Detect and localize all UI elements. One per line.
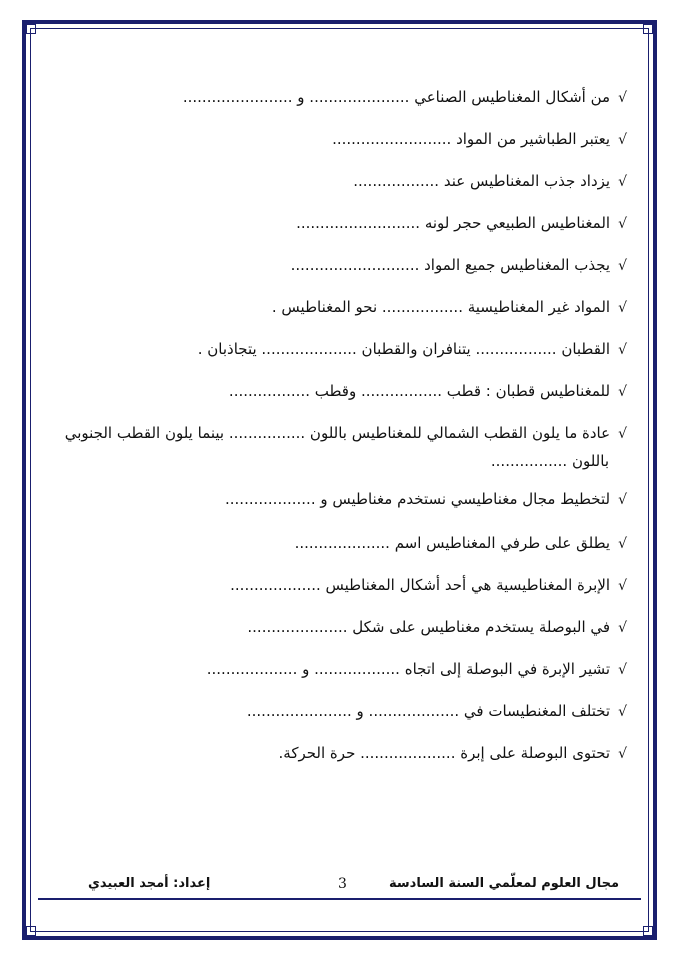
question-line: [296, 212, 627, 235]
border-corner: [643, 926, 653, 936]
question-line: [353, 170, 627, 193]
question-text: عادة ما يلون القطب الشمالي للمغناطيس باللون ................ بينما يلون القطب الجنوبي: [64, 424, 611, 442]
question-text: تختلف المغنطيسات في ................... و ......................: [246, 702, 611, 720]
question-text: القطبان ................. يتنافران والقطبان .................... يتجاذبان .: [197, 340, 611, 358]
question-text: تحتوى البوصلة على إبرة .................... حرة الحركة.: [278, 744, 611, 762]
check-mark-icon: √: [618, 174, 627, 190]
footer-divider: [38, 898, 641, 900]
check-mark-icon: √: [618, 216, 627, 232]
question-line: [198, 338, 627, 361]
question-line: [247, 700, 627, 723]
question-line: [230, 574, 627, 597]
question-text: من أشكال المغناطيس الصناعي ..................... و .......................: [182, 88, 611, 106]
border-corner: [643, 24, 653, 34]
question-text: يجذب المغناطيس جميع المواد ...........................: [290, 256, 611, 274]
check-mark-icon: √: [618, 342, 627, 358]
footer-author: إعداد: أمجد العبيدي: [88, 876, 211, 891]
page-number: 3: [338, 876, 347, 892]
check-mark-icon: √: [618, 132, 627, 148]
check-mark-icon: √: [618, 578, 627, 594]
question-line: [225, 488, 627, 511]
question-text: لتخطيط مجال مغناطيسي نستخدم مغناطيس و ...................: [225, 490, 611, 508]
question-text: يعتبر الطباشير من المواد .........................: [332, 130, 611, 148]
question-continuation: باللون ................: [490, 452, 609, 470]
check-mark-icon: √: [618, 258, 627, 274]
question-line: [295, 532, 627, 555]
check-mark-icon: √: [618, 746, 627, 762]
border-corner: [26, 926, 36, 936]
check-mark-icon: √: [618, 426, 627, 442]
question-line: [279, 742, 627, 765]
question-line: [272, 296, 627, 319]
question-line: [183, 86, 627, 109]
check-mark-icon: √: [618, 300, 627, 316]
question-line: [332, 128, 627, 151]
question-line: [207, 658, 627, 681]
page-border-inner: [30, 28, 649, 932]
question-line: [291, 254, 627, 277]
check-mark-icon: √: [618, 90, 627, 106]
question-text: يطلق على طرفي المغناطيس اسم ....................: [294, 534, 611, 552]
border-corner: [26, 24, 36, 34]
check-mark-icon: √: [618, 492, 627, 508]
check-mark-icon: √: [618, 536, 627, 552]
question-line: [247, 616, 627, 639]
question-text: الإبرة المغناطيسية هي أحد أشكال المغناطيس ...................: [230, 576, 611, 594]
question-text: المواد غير المغناطيسية ................. نحو المغناطيس .: [271, 298, 611, 316]
check-mark-icon: √: [618, 384, 627, 400]
question-line: [229, 380, 627, 403]
check-mark-icon: √: [618, 704, 627, 720]
check-mark-icon: √: [618, 662, 627, 678]
question-text: للمغناطيس قطبان : قطب ................. وقطب .................: [228, 382, 611, 400]
question-text: تشير الإبرة في البوصلة إلى اتجاه .................. و ...................: [206, 660, 611, 678]
check-mark-icon: √: [618, 620, 627, 636]
question-text: يزداد جذب المغناطيس عند ..................: [353, 172, 611, 190]
footer-subject: مجال العلوم لمعلّمي السنة السادسة: [389, 876, 619, 891]
question-text: المغناطيس الطبيعي حجر لونه ..........................: [296, 214, 611, 232]
question-text: في البوصلة يستخدم مغناطيس على شكل .....................: [247, 618, 611, 636]
question-line: [65, 422, 627, 445]
